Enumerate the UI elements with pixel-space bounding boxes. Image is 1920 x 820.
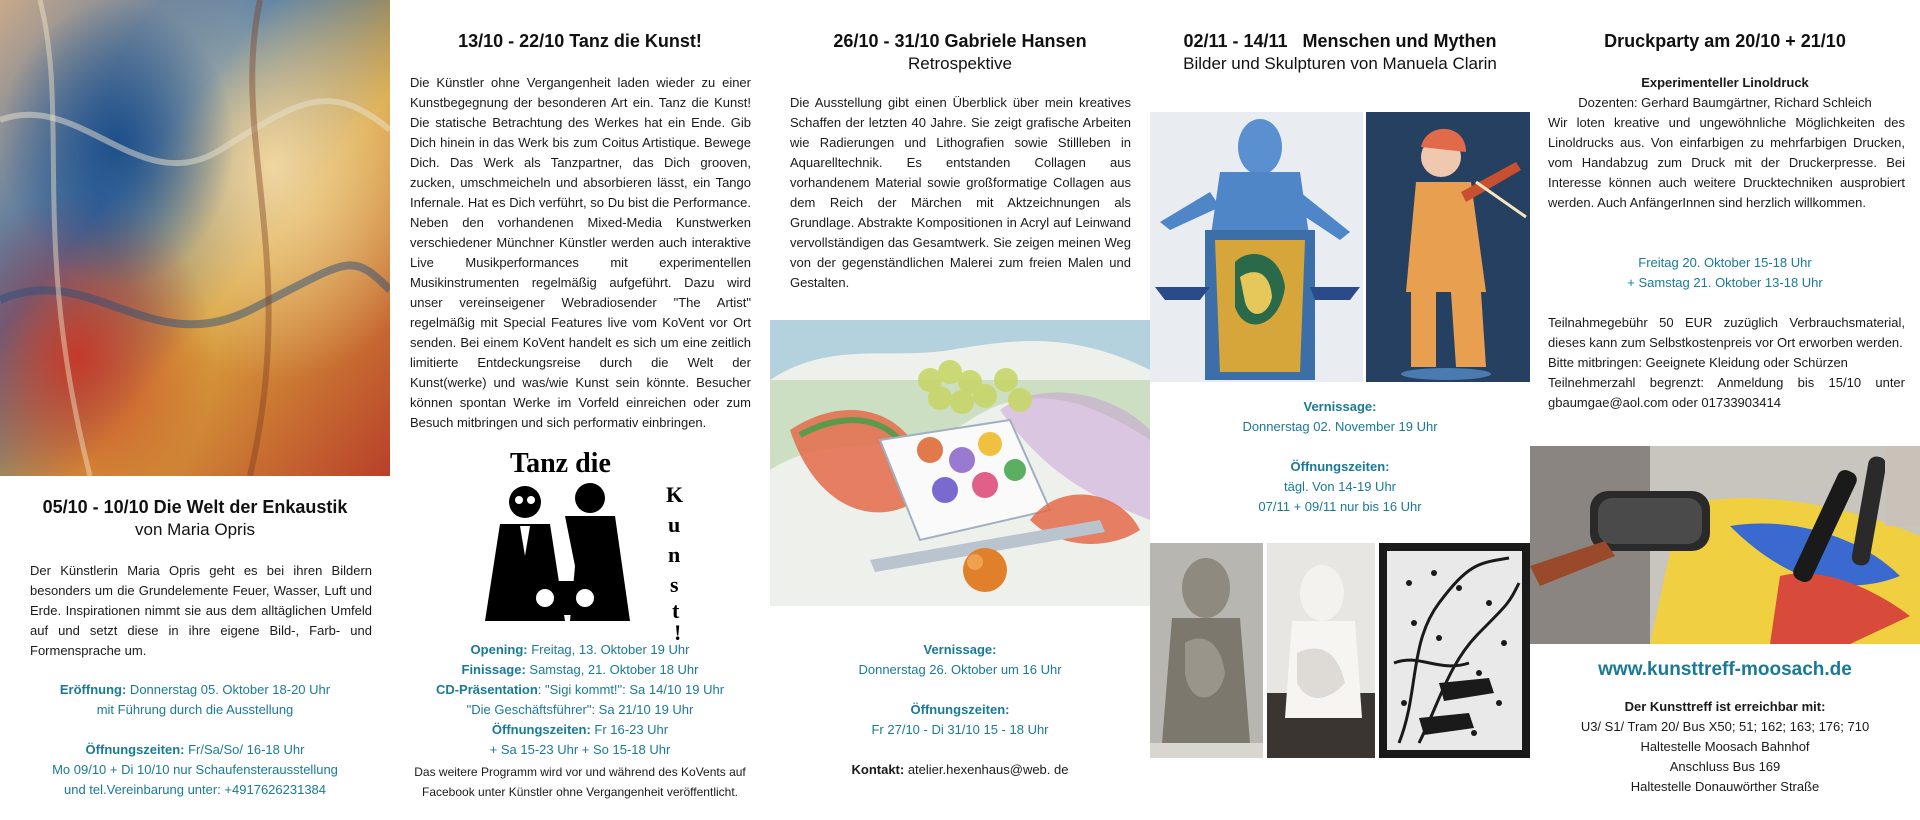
tanz-opening-label: Opening: [470,642,528,657]
clarin-sculpture-1 [1150,543,1263,758]
tanz-cd-value: : "Sigi kommt!": Sa 14/10 19 Uhr [537,682,725,697]
clarin-vernissage-value: Donnerstag 02. November 19 Uhr [1242,419,1438,434]
svg-text:K: K [666,482,684,507]
workshop-date-1: Freitag 20. Oktober 15-18 Uhr [1638,255,1812,270]
clarin-violinist-painting [1366,112,1530,382]
hansen-hours-value: Fr 27/10 - Di 31/10 15 - 18 Uhr [871,722,1049,737]
workshop-teachers: Dozenten: Gerhard Baumgärtner, Richard Schleich [1578,95,1872,110]
linocut-workshop-photo [1530,446,1920,644]
clarin-sculpture-2 [1267,543,1375,758]
svg-text:n: n [668,542,681,567]
clarin-hours-label: Öffnungszeiten: [1290,459,1390,474]
svg-text:u: u [668,512,681,537]
reach-line-3: Anschluss Bus 169 [1669,759,1781,774]
hansen-hours-label: Öffnungszeiten: [910,702,1010,717]
column-druckparty [1530,0,1920,820]
workshop-title: Experimenteller Linoldruck [1641,75,1809,90]
poster-word-tanz: Tanz die [510,448,611,479]
clarin-title: 02/11 - 14/11 Menschen und Mythen [1183,31,1497,51]
tanz-hours-value: Fr 16-23 Uhr [590,722,669,737]
hours-value: Fr/Sa/So/ 16-18 Uhr [184,742,305,757]
hansen-vernissage-label: Vernissage: [923,642,997,657]
clarin-vernissage-label: Vernissage: [1303,399,1377,414]
opening-label: Eröffnung: [59,682,127,697]
tanz-hours-detail: + Sa 15-23 Uhr + So 15-18 Uhr [489,742,671,757]
svg-text:!: ! [674,620,682,642]
hansen-subtitle: Retrospektive [908,54,1012,73]
hansen-title: 26/10 - 31/10 Gabriele Hansen [833,31,1087,51]
tanz-finissage-label: Finissage: [461,662,526,677]
clarin-linocut-print [1379,543,1530,758]
workshop-limit: Teilnehmerzahl begrenzt: Anmeldung bis 15/10 unter gbaumgae@aol.com oder 01733903414 [1548,375,1905,410]
reach-line-4: Haltestelle Donauwörther Straße [1630,779,1820,794]
tanz-note-1: Das weitere Programm wird vor und während des KoVents auf [414,765,746,779]
clarin-subtitle: Bilder und Skulpturen von Manuela Clarin [1183,54,1497,73]
workshop-bring: Bitte mitbringen: Geeignete Kleidung oder Schürzen [1548,355,1848,370]
tanz-description: Die Künstler ohne Vergangenheit laden wieder zu einer Kunstbegegnung der besonderen Art ein. Tanz die Kunst! Die statische Betrachtung des Werkes hat ein Ende. Gib Dich hinein in das Werk bis zum Coitus Artistique. Bewege Dich. Das Werk als Tanzpartner, das Dich grooven, zucken, umschmeicheln und absorbieren lässt, ein Tango Infernale. Hat es Dich verführt, so Du bist die Performance. Neben den vorhandenen Mixed-Media Kunstwerken verschiedener Münchner Künstler werden auch interaktive Live Musikperformances mit experimentellen Musikinstrumenten regelmäßig aufgeführt. Dazu wird unser vereinseigener Webradiosender "The Artist" regelmäßig mit Special Features live vom KoVent vor Ort senden. Bei einem KoVent handelt es sich um eine zeitlich limitierte Entdeckungsreise durch die Welt der Kunst(werke) und was/wie Kunst sein könnte. Besucher können spontan Werke im Vorfeld einreichen oder zum Besuch mitbringen und sich performativ einbringen. [410,75,751,430]
hours-phone: und tel.Vereinbarung unter: +4917626231384 [63,782,327,797]
column-menschen-und-mythen [1150,0,1530,820]
tanz-cd-detail: "Die Geschäftsführer": Sa 21/10 19 Uhr [466,702,694,717]
tanz-opening-value: Freitag, 13. Oktober 19 Uhr [527,642,690,657]
opening-value: Donnerstag 05. Oktober 18-20 Uhr [126,682,331,697]
hours-label: Öffnungszeiten: [85,742,185,757]
enkaustik-description: Der Künstlerin Maria Opris geht es bei ihren Bildern besonders um die Grundelemente Feuer, Wasser, Luft und Erde. Inspirationen nimmt sie aus dem alltäglichen Umfeld auf und setzt diese in ihre eigene Bild-, Farb- und Formensprache um. [30,563,372,658]
tanz-note-2: Facebook unter Künstler ohne Vergangenheit veröffentlicht. [422,785,738,799]
reach-title: Der Kunsttreff ist erreichbar mit: [1624,699,1826,714]
enkaustik-subtitle: von Maria Opris [135,520,255,539]
hours-detail: Mo 09/10 + Di 10/10 nur Schaufensterausstellung [52,762,338,777]
svg-text:s: s [670,572,679,597]
tanz-finissage-value: Samstag, 21. Oktober 18 Uhr [525,662,699,677]
column-gabriele-hansen [770,0,1150,820]
enkaustik-title: 05/10 - 10/10 Die Welt der Enkaustik [42,497,348,517]
watercolor-still-life [770,320,1150,606]
hansen-contact-value: atelier.hexenhaus@web. de [904,762,1069,777]
tanz-poster [470,446,700,642]
hansen-vernissage-value: Donnerstag 26. Oktober um 16 Uhr [858,662,1062,677]
svg-text:t: t [672,598,680,623]
poster-word-kunst: Kunst! [470,446,473,447]
opening-detail: mit Führung durch die Ausstellung [96,702,294,717]
reach-line-1: U3/ S1/ Tram 20/ Bus X50; 51; 162; 163; 176; 710 [1580,719,1870,734]
clarin-hours-line2: 07/11 + 09/11 nur bis 16 Uhr [1258,499,1422,514]
tanz-title: 13/10 - 22/10 Tanz die Kunst! [458,31,702,51]
hansen-contact-label: Kontakt: [851,762,905,777]
workshop-description: Wir loten kreative und ungewöhnliche Möglichkeiten des Linoldrucks aus. Von einfarbigen zu mehrfarbigen Drucken, vom Handabzug zum Druck mit der Druckerpresse. Bei Interesse können auch weitere Drucktechniken ausprobiert werden. Auch AnfängerInnen sind herzlich willkommen. [1548,115,1905,210]
column-enkaustik [0,0,390,820]
druckparty-title: Druckparty am 20/10 + 21/10 [1604,31,1846,51]
tanz-hours-label: Öffnungszeiten: [491,722,591,737]
reach-line-2: Haltestelle Moosach Bahnhof [1640,739,1810,754]
tanz-cd-label: CD-Präsentation [435,682,538,697]
column-tanz-die-kunst [390,0,770,820]
enkaustik-painting [0,0,390,476]
hansen-description: Die Ausstellung gibt einen Überblick über mein kreatives Schaffen der letzten 40 Jahre. Sie zeigt grafische Arbeiten wie Radierungen und Lithografien sowie Stillleben in Aquarelltechnik. Es entstanden Collagen aus vorhandenem Material sowie großformatige Collagen aus dem Reich der Märchen mit Aktzeichnungen als Grundlage. Abstrakte Kompositionen in Acryl auf Leinwand vervollständigen das Gesamtwerk. Sie zeigen meinen Weg von der gegenständlichen Malerei zum freien Malen und Gestalten. [790,95,1131,290]
clarin-collage-painting [1150,112,1363,382]
clarin-hours-line1: tägl. Von 14-19 Uhr [1283,479,1397,494]
website-link[interactable]: www.kunsttreff-moosach.de [1598,659,1852,680]
workshop-fee: Teilnahmegebühr 50 EUR zuzüglich Verbrauchsmaterial, dieses kann zum Selbstkostenpreis vor Ort erworben werden. [1548,315,1905,350]
workshop-date-2: + Samstag 21. Oktober 13-18 Uhr [1627,275,1823,290]
